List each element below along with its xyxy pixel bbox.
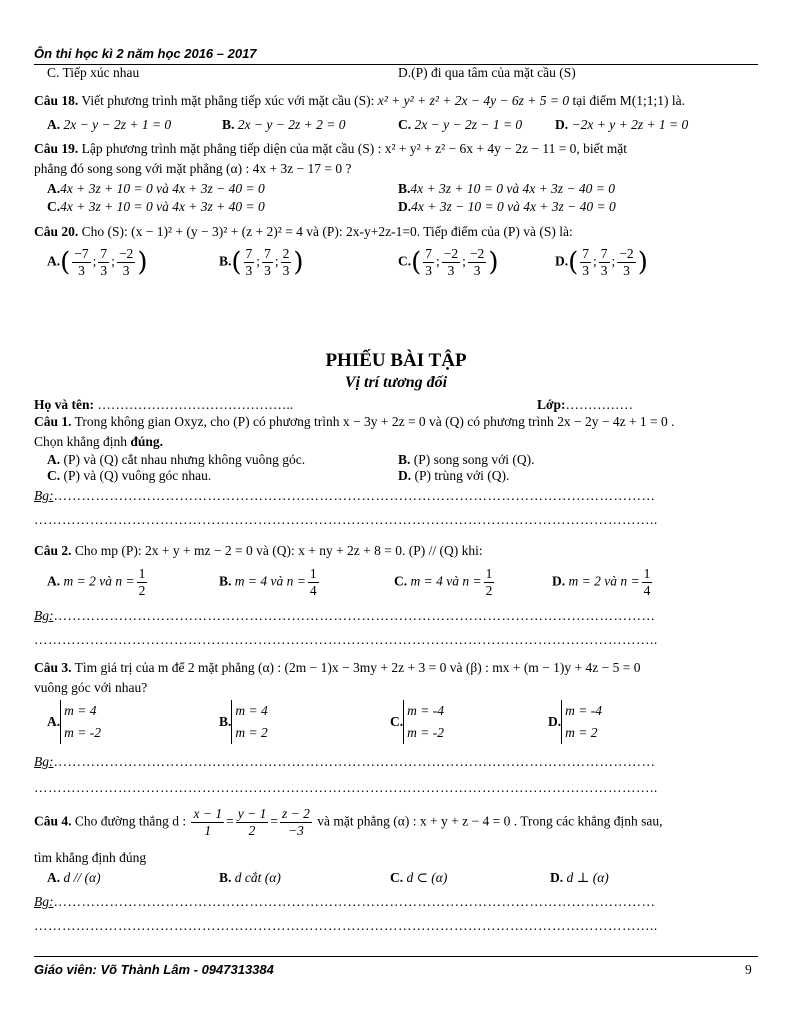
c2-option-d: D. m = 2 và n = $\frac{1}{4}$	[552, 566, 651, 598]
c1-option-c-text: (P) và (Q) vuông góc nhau.	[63, 468, 212, 483]
q18-option-a: A. 2x − y − 2z + 1 = 0	[47, 117, 172, 132]
c4-option-b: B. d cắt (α)	[219, 870, 281, 885]
c2-option-b: B. m = 4 và n = $\frac{1}{4}$	[219, 566, 317, 598]
q20-a-den1: 3	[78, 263, 85, 278]
q19-option-c: C.4x + 3z + 10 = 0 và 4x + 3z + 40 = 0	[47, 199, 265, 214]
c1-line2-text: Chọn khẳng định	[34, 434, 131, 449]
q19-label: Câu 19.	[34, 141, 79, 156]
c1-answer-line1[interactable]	[34, 488, 656, 504]
c3-line2: vuông góc với nhau?	[34, 680, 148, 695]
q18-equation: x² + y² + z² + 2x − 4y − 6z + 5 = 0	[377, 93, 570, 108]
q20-d-den1: 3	[582, 263, 590, 278]
c4-frac3-num: z − 2	[281, 806, 310, 821]
class-row	[537, 397, 633, 413]
q18-option-c: C. 2x − y − 2z − 1 = 0	[398, 117, 523, 132]
q20-option-a: A.( $\frac{-7}{3}$ ; $\frac{7}{3}$ ; $\frac{-2}{3}$ )	[47, 246, 148, 278]
c4-post: và mặt phẳng (α) : x + y + z − 4 = 0 . Trong các khẳng định sau,	[317, 813, 663, 829]
page-header-title: Ôn thi học kì 2 năm học 2016 – 2017	[34, 46, 257, 61]
c2-d-num: 1	[643, 566, 651, 581]
c2-c-num: 1	[485, 566, 493, 581]
worksheet-title: PHIẾU BÀI TẬP	[325, 350, 467, 371]
q19-option-d: D.4x + 3z − 10 = 0 và 4x + 3z − 40 = 0	[398, 199, 616, 214]
footer-rule	[34, 956, 758, 957]
q20-a-num1: −7	[74, 246, 89, 261]
c2-dots2: ……………………………………………………………………………………………………………………..	[34, 632, 658, 647]
q19-option-c-text: 4x + 3z + 10 = 0 và 4x + 3z + 40 = 0	[60, 199, 265, 214]
q18-question	[34, 93, 685, 109]
q20-c-den3: 3	[473, 263, 481, 278]
q18-tail: tại điểm M(1;1;1) là.	[572, 93, 686, 108]
q19-question-line1	[34, 141, 627, 157]
c2-label: Câu 2.	[34, 543, 72, 558]
c4-option-c: C. d ⊂ (α)	[390, 870, 448, 885]
page-number: 9	[745, 962, 752, 977]
c1-option-d: D. (P) trùng với (Q).	[398, 468, 510, 483]
c4-dots1: …………………………………………………………………………………………………………………	[53, 894, 656, 909]
c2-option-c: C. m = 4 và n = $\frac{1}{2}$	[394, 566, 493, 598]
q19-option-b: B.4x + 3z + 10 = 0 và 4x + 3z − 40 = 0	[398, 181, 616, 196]
student-name-row	[34, 397, 293, 413]
c1-line2-emphasis: đúng.	[130, 434, 164, 449]
c2-a-den: 2	[138, 583, 146, 598]
c3-d-line1: m = -4	[565, 703, 602, 718]
c2-bg-label: Bg:	[34, 608, 54, 623]
c3-c-line1: m = -4	[407, 703, 444, 718]
c3-question	[34, 660, 641, 676]
q20-d-num2: 7	[600, 246, 608, 261]
c3-label: Câu 3.	[34, 660, 72, 675]
q20-a-den2: 3	[100, 263, 108, 278]
q20-option-d: D.( $\frac{7}{3}$ ; $\frac{7}{3}$ ; $\frac{-2}{3}$ )	[555, 246, 648, 278]
c3-dots2: ……………………………………………………………………………………………………………………..	[34, 780, 658, 795]
student-name-field[interactable]: ……………………………………..	[97, 397, 294, 412]
q18-text: Viết phương trình mặt phẳng tiếp xúc với mặt cầu (S):	[81, 93, 375, 108]
c1-text: Trong không gian Oxyz, cho (P) có phương trình x − 3y + 2z = 0 và (Q) có phương trình 2x − 2y − 4z + 1 = 0 .	[74, 414, 675, 429]
c3-option-a: A. m = 4 m = -2	[47, 700, 101, 744]
c2-d-den: 4	[643, 583, 651, 598]
c3-answer-line2[interactable]	[34, 780, 658, 796]
c2-a-num: 1	[138, 566, 146, 581]
q19-option-d-text: 4x + 3z − 10 = 0 và 4x + 3z − 40 = 0	[411, 199, 616, 214]
q20-a-num2: 7	[100, 246, 108, 261]
q19-question-line2: phẳng đó song song với mặt phẳng (α) : 4x + 3z − 17 = 0 ?	[34, 161, 352, 176]
c4-option-d-text: d ⊥ (α)	[566, 870, 609, 885]
c1-option-b: B. (P) song song với (Q).	[398, 452, 535, 467]
c1-label: Câu 1.	[34, 414, 72, 429]
c3-option-d: D. m = -4 m = 2	[548, 700, 602, 744]
c2-c-den: 2	[485, 583, 493, 598]
c1-answer-line2[interactable]	[34, 512, 658, 528]
c3-answer-line1[interactable]	[34, 754, 656, 770]
footer-teacher: Giáo viên: Võ Thành Lâm - 0947313384	[34, 962, 274, 977]
q18-option-d-text: −2x + y + 2z + 1 = 0	[571, 117, 689, 132]
c3-option-c: C. m = -4 m = -2	[390, 700, 444, 744]
c3-d-line2: m = 2	[565, 725, 598, 740]
q18-option-d: D. −2x + y + 2z + 1 = 0	[555, 117, 689, 132]
q20-d-den3: 3	[623, 263, 630, 278]
q18-option-c-text: 2x − y − 2z − 1 = 0	[414, 117, 523, 132]
c4-question: Câu 4. Cho đường thẳng d : $\frac{x - 1}{1}$ = $\frac{y - 1}{2}$ = $\frac{z - 2}{-3}$ và mặt phẳng (α) : x + y + z − 4 = 0 . Trong các khẳng định sau,	[34, 806, 663, 838]
c4-answer-line1[interactable]	[34, 894, 656, 910]
c1-dots1: …………………………………………………………………………………………………………………	[53, 488, 656, 503]
c1-option-c: C. (P) và (Q) vuông góc nhau.	[47, 468, 212, 483]
c4-frac1-num: x − 1	[193, 806, 223, 821]
c2-option-a: A. m = 2 và n = $\frac{1}{2}$	[47, 566, 146, 598]
c3-b-line1: m = 4	[235, 703, 268, 718]
q20-b-num2: 7	[264, 246, 271, 261]
c2-b-num: 1	[309, 566, 317, 581]
c4-dots2: ……………………………………………………………………………………………………………………..	[34, 918, 658, 933]
q19-option-a-text: 4x + 3z + 10 = 0 và 4x + 3z − 40 = 0	[60, 181, 265, 196]
c4-answer-line2[interactable]	[34, 918, 658, 934]
q20-label: Câu 20.	[34, 224, 79, 239]
c4-option-d: D. d ⊥ (α)	[550, 870, 609, 885]
q18-option-b: B. 2x − y − 2z + 2 = 0	[222, 117, 346, 132]
c2-c-text: m = 4 và n =	[410, 573, 482, 589]
c3-text: Tìm giá trị của m để 2 mặt phẳng (α) : (2m − 1)x − 3my + 2z + 3 = 0 và (β) : mx + (m − 1)y + 4z − 5 = 0	[74, 660, 641, 675]
q19-text: Lập phương trình mặt phẳng tiếp diện của mặt cầu (S) : x² + y² + z² − 6x + 4y − 2z − 11 = 0, biết mặt	[81, 141, 628, 156]
c1-bg-label: Bg:	[34, 488, 54, 503]
c2-text: Cho mp (P): 2x + y + mz − 2 = 0 và (Q): x + ny + 2z + 8 = 0. (P) // (Q) khi:	[74, 543, 483, 558]
c4-frac2-num: y − 1	[237, 806, 267, 821]
q20-c-den2: 3	[447, 263, 455, 278]
c2-answer-line1[interactable]	[34, 608, 656, 624]
c4-option-a-text: d // (α)	[63, 870, 101, 885]
c4-pre: Cho đường thẳng d :	[74, 813, 187, 829]
class-label: Lớp:	[537, 397, 566, 412]
q18-label: Câu 18.	[34, 93, 79, 108]
q20-c-num2: −2	[443, 246, 459, 261]
c1-option-b-text: (P) song song với (Q).	[413, 452, 535, 467]
q19-option-a: A.4x + 3z + 10 = 0 và 4x + 3z − 40 = 0	[47, 181, 265, 196]
c4-label: Câu 4.	[34, 813, 72, 829]
c2-b-den: 4	[309, 583, 317, 598]
c2-b-text: m = 4 và n =	[234, 573, 306, 589]
c4-option-c-text: d ⊂ (α)	[406, 870, 448, 885]
c2-d-text: m = 2 và n =	[568, 573, 640, 589]
c2-dots1: …………………………………………………………………………………………………………………	[53, 608, 656, 623]
q20-b-den2: 3	[264, 263, 271, 278]
q20-d-num1: 7	[582, 246, 590, 261]
q19-option-b-text: 4x + 3z + 10 = 0 và 4x + 3z − 40 = 0	[410, 181, 616, 196]
q20-question	[34, 224, 573, 240]
c1-line2	[34, 434, 163, 450]
c3-bg-label: Bg:	[34, 754, 54, 769]
q18-option-a-text: 2x − y − 2z + 1 = 0	[63, 117, 172, 132]
q20-c-den1: 3	[425, 263, 433, 278]
q20-text: Cho (S): (x − 1)² + (y − 3)² + (z + 2)² = 4 và (P): 2x-y+2z-1=0. Tiếp điểm của (P) và (S) là:	[81, 224, 573, 239]
q20-b-num1: 7	[245, 246, 253, 261]
c2-a-text: m = 2 và n =	[63, 573, 135, 589]
c4-bg-label: Bg:	[34, 894, 54, 909]
c3-dots1: …………………………………………………………………………………………………………………	[53, 754, 656, 769]
q20-option-c: C.( $\frac{7}{3}$ ; $\frac{-2}{3}$ ; $\frac{-2}{3}$ )	[398, 246, 499, 278]
q20-option-b: B.( $\frac{7}{3}$ ; $\frac{7}{3}$ ; $\frac{2}{3}$ )	[219, 246, 304, 278]
worksheet-subtitle: Vị trí tương đối	[344, 374, 448, 391]
q20-c-num1: 7	[425, 246, 433, 261]
c2-answer-line2[interactable]	[34, 632, 658, 648]
c4-frac1-den: 1	[204, 823, 212, 838]
c4-frac2-den: 2	[248, 823, 256, 838]
c4-frac3-den: −3	[287, 823, 304, 838]
c4-line2: tìm khẳng định đúng	[34, 850, 147, 865]
c4-option-a: A. d // (α)	[47, 870, 101, 885]
q18-option-b-text: 2x − y − 2z + 2 = 0	[237, 117, 346, 132]
c3-option-b: B. m = 4 m = 2	[219, 700, 268, 744]
header-rule	[34, 64, 758, 65]
q20-c-num3: −2	[469, 246, 485, 261]
c1-option-a-text: (P) và (Q) cắt nhau nhưng không vuông góc.	[63, 452, 306, 467]
q20-b-den1: 3	[245, 263, 253, 278]
c1-option-a: A. (P) và (Q) cắt nhau nhưng không vuông góc.	[47, 452, 306, 467]
c1-dots2: ……………………………………………………………………………………………………………………..	[34, 512, 658, 527]
q20-a-den3: 3	[122, 263, 130, 278]
c3-a-line1: m = 4	[64, 703, 97, 718]
q20-b-num3: 2	[282, 246, 290, 261]
c3-c-line2: m = -2	[407, 725, 444, 740]
prev-option-d: D.(P) đi qua tâm của mặt cầu (S)	[398, 65, 576, 80]
c2-question	[34, 543, 483, 559]
student-name-label: Họ và tên:	[34, 397, 94, 412]
c1-question	[34, 414, 675, 430]
q20-a-num3: −2	[118, 246, 134, 261]
c1-option-d-text: (P) trùng với (Q).	[414, 468, 510, 483]
q20-d-num3: −2	[619, 246, 634, 261]
q20-d-den2: 3	[600, 263, 608, 278]
class-field[interactable]: ……………	[565, 397, 633, 412]
c3-b-line2: m = 2	[235, 725, 268, 740]
prev-option-c: C. Tiếp xúc nhau	[47, 65, 140, 80]
c4-option-b-text: d cắt (α)	[234, 870, 281, 885]
c3-a-line2: m = -2	[64, 725, 101, 740]
q20-b-den3: 3	[282, 263, 290, 278]
